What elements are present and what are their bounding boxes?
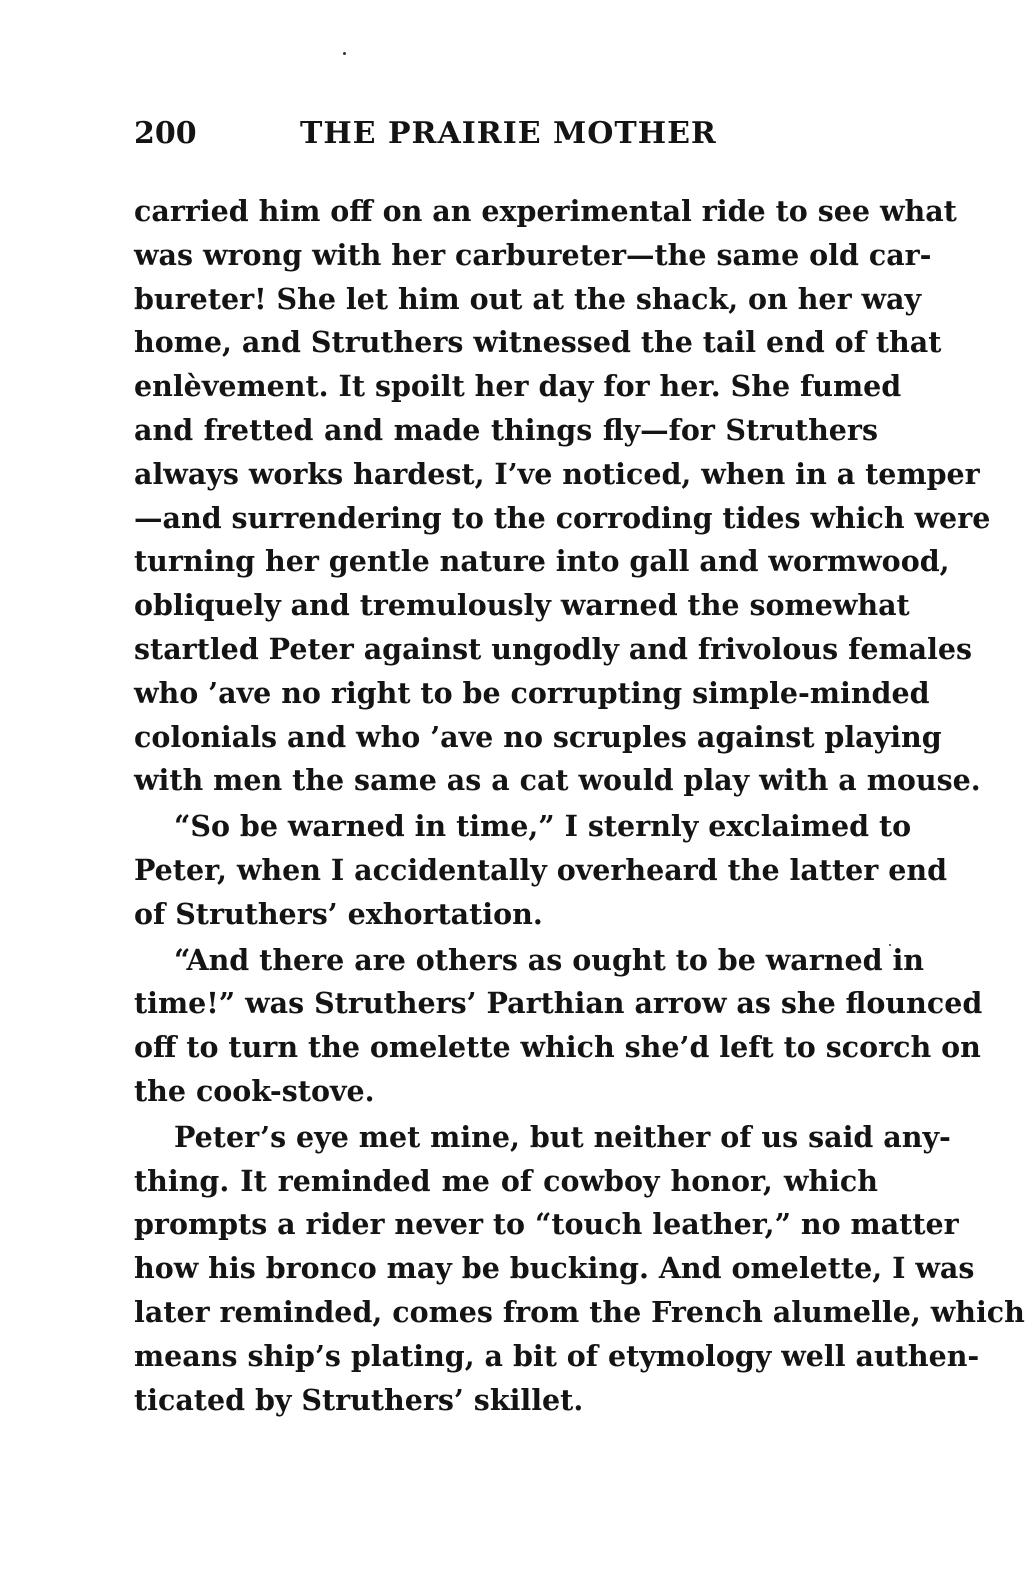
- text-line: of Struthers’ exhortation.: [134, 896, 543, 931]
- text-line: turning her gentle nature into gall and wormwood,: [134, 544, 950, 579]
- text-line: thing. It reminded me of cowboy honor, which: [134, 1163, 878, 1198]
- text-line: means ship’s plating, a bit of etymology well authen-: [134, 1338, 980, 1373]
- text-line: [134, 365, 902, 409]
- text-line: colonials and who ’ave no scruples against playing: [134, 719, 942, 754]
- text-line: ticated by Struthers’ skillet.: [134, 1382, 584, 1417]
- text-line: obliquely and tremulously warned the somewhat: [134, 588, 910, 623]
- text-line: bureter! She let him out at the shack, on her way: [134, 281, 922, 316]
- running-title: THE PRAIRIE MOTHER: [300, 116, 717, 151]
- text-line: who ’ave no right to be corrupting simple-minded: [134, 675, 930, 710]
- text-line: home, and Struthers witnessed the tail end of that: [134, 325, 942, 360]
- text-line: Peter, when I accidentally overheard the latter end: [134, 852, 948, 887]
- text-line: with men the same as a cat would play with a mouse.: [134, 763, 981, 798]
- text-line: “And there are others as ought to be warned in: [174, 942, 925, 977]
- italic-word: enlèvement.: [134, 369, 329, 404]
- text-line: and fretted and made things fly—for Struthers: [134, 412, 878, 447]
- line-rest: which: [920, 1294, 1025, 1329]
- paragraph-4: [134, 1116, 1025, 1423]
- italic-word: omelette,: [731, 1251, 883, 1286]
- paragraph-3: [134, 939, 983, 1114]
- paragraph-1: [134, 190, 991, 803]
- page-speck: [343, 52, 346, 55]
- text-line: off to turn the omelette which she’d left to scorch on: [134, 1030, 981, 1065]
- page-number: 200: [134, 116, 197, 151]
- text-line: was wrong with her carbureter—the same old car-: [134, 237, 932, 272]
- line-rest: I was: [882, 1251, 975, 1286]
- text-line: prompts a rider never to “touch leather,” no matter: [134, 1207, 959, 1242]
- text-line: [134, 1247, 975, 1291]
- text-line: “So be warned in time,” I sternly exclaimed to: [174, 809, 912, 844]
- paragraph-2: [134, 805, 948, 936]
- text-line: startled Peter against ungodly and frivolous females: [134, 631, 973, 666]
- text-line: time!” was Struthers’ Parthian arrow as she flounced: [134, 986, 983, 1021]
- text-line: the cook-stove.: [134, 1073, 375, 1108]
- text-line: [134, 1291, 1025, 1335]
- body-text: [134, 190, 1025, 1422]
- text-line: —and surrendering to the corroding tides which were: [134, 500, 991, 535]
- line-rest: It spoilt her day for her. She fumed: [328, 369, 902, 404]
- text-line: always works hardest, I’ve noticed, when in a temper: [134, 456, 980, 491]
- italic-word: alumelle,: [772, 1294, 921, 1329]
- line-start: later reminded, comes from the French: [134, 1294, 763, 1329]
- text-line: Peter’s eye met mine, but neither of us said any-: [174, 1119, 951, 1154]
- line-start: how his bronco may be bucking. And: [134, 1251, 722, 1286]
- page-header: [134, 110, 874, 158]
- text-line: carried him off on an experimental ride to see what: [134, 194, 957, 228]
